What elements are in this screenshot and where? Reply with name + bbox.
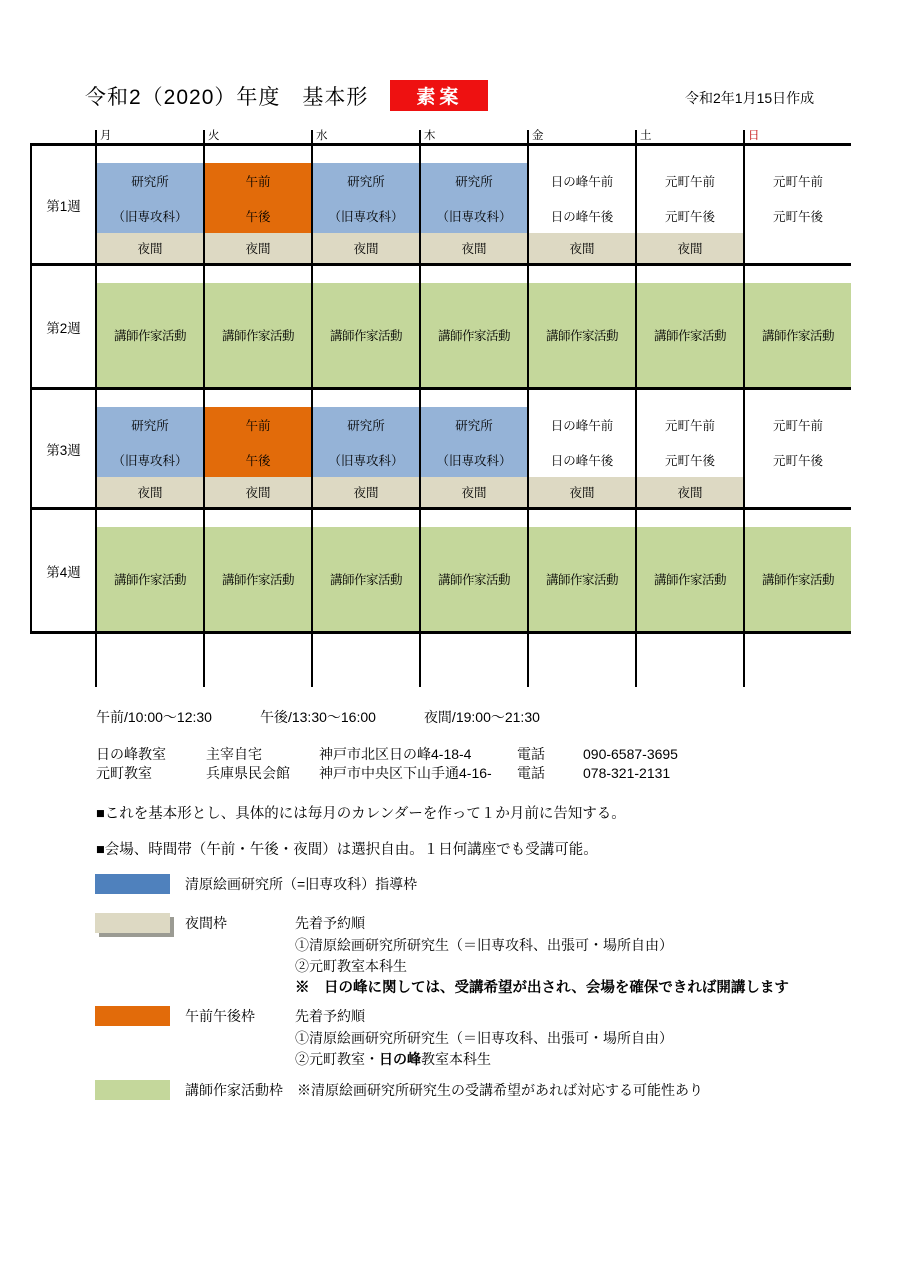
cell-line: 元町午後	[664, 453, 715, 468]
venue-address: 神戸市中央区下山手通4-16-	[319, 764, 492, 781]
draft-badge: 素案	[390, 80, 488, 111]
day-cell	[95, 266, 203, 387]
day-cell	[203, 390, 311, 507]
time-slot-morning: 午前/10:00～12:30	[96, 709, 212, 725]
cell-top-gap	[745, 146, 851, 163]
cell-top-gap	[205, 266, 311, 283]
cell-night: 夜間	[529, 477, 635, 507]
legend-activity-swatch	[95, 1080, 170, 1100]
cell-main	[637, 163, 743, 233]
cell-line: （旧専攻科）	[436, 209, 512, 224]
day-cell	[419, 390, 527, 507]
header-day: 日	[743, 130, 851, 143]
cell-night: 夜間	[205, 477, 311, 507]
cell-main	[97, 163, 203, 233]
day-cell	[203, 146, 311, 263]
header-day: 月	[95, 130, 203, 143]
week-row	[30, 510, 851, 634]
cell-line: 研究所	[455, 174, 493, 189]
cell-line: 午後	[245, 453, 271, 468]
cell-main	[313, 163, 419, 233]
time-slots	[96, 707, 588, 727]
cell-top-gap	[529, 266, 635, 283]
venue-tel: 090-6587-3695	[583, 746, 678, 762]
cell-top-gap	[421, 510, 527, 527]
venue-name: 元町教室	[96, 764, 152, 781]
trailing-cell	[743, 634, 851, 687]
header-day: 木	[419, 130, 527, 143]
day-cell	[419, 146, 527, 263]
cell-activity: 講師作家活動	[97, 527, 203, 631]
legend-night-swatch	[95, 913, 170, 933]
week-label: 第4週	[30, 510, 95, 631]
day-cell	[311, 510, 419, 631]
legend-night-note: ※ 日の峰に関しては、受講希望が出され、会場を確保できれば開講します	[295, 979, 789, 996]
cell-top-gap	[313, 390, 419, 407]
day-cell	[527, 146, 635, 263]
cell-main	[205, 407, 311, 477]
week-row	[30, 390, 851, 510]
cell-line: （旧専攻科）	[112, 209, 188, 224]
legend-night-row	[95, 913, 789, 999]
cell-activity: 講師作家活動	[745, 527, 851, 631]
trailing-cell	[635, 634, 743, 687]
cell-night: 夜間	[205, 233, 311, 263]
cell-line: 研究所	[347, 418, 385, 433]
time-slot-evening: 夜間/19:00～21:30	[423, 709, 540, 725]
cell-activity: 講師作家活動	[313, 527, 419, 631]
cell-line: （旧専攻科）	[436, 453, 512, 468]
cell-activity: 講師作家活動	[421, 283, 527, 387]
cell-activity: 講師作家活動	[637, 283, 743, 387]
document-header	[85, 80, 488, 111]
cell-line: 元町午後	[772, 209, 823, 224]
cell-top-gap	[637, 510, 743, 527]
day-cell	[311, 146, 419, 263]
cell-top-gap	[745, 390, 851, 407]
trailing-cell	[419, 634, 527, 687]
trailing-cell	[203, 634, 311, 687]
cell-activity: 講師作家活動	[529, 527, 635, 631]
cell-activity: 講師作家活動	[421, 527, 527, 631]
day-cell	[95, 146, 203, 263]
cell-top-gap	[97, 510, 203, 527]
cell-main	[97, 407, 203, 477]
cell-top-gap	[97, 266, 203, 283]
cell-night: 夜間	[97, 477, 203, 507]
week-label: 第1週	[30, 146, 95, 263]
cell-top-gap	[637, 266, 743, 283]
cell-line: 元町午後	[772, 453, 823, 468]
legend-night-item: ①清原絵画研究所研究生（＝旧専攻科、出張可・場所自由）	[295, 936, 673, 953]
legend-activity-row	[95, 1080, 703, 1100]
legend-night-item: ②元町教室本科生	[295, 958, 407, 974]
cell-line: 日の峰午後	[550, 209, 614, 224]
day-cell	[743, 146, 851, 263]
cell-top-gap	[529, 390, 635, 407]
cell-main	[745, 407, 851, 477]
cell-main	[205, 163, 311, 233]
day-cell	[527, 390, 635, 507]
cell-line: 研究所	[131, 418, 169, 433]
day-cell	[527, 510, 635, 631]
cell-top-gap	[421, 266, 527, 283]
cell-night	[745, 233, 851, 263]
venue-tel: 078-321-2131	[583, 764, 671, 781]
cell-top-gap	[97, 390, 203, 407]
venue-name: 日の峰教室	[96, 746, 166, 762]
trailing-row	[30, 634, 851, 687]
venue-place: 兵庫県民会館	[206, 764, 290, 781]
day-cell	[527, 266, 635, 387]
header-day: 火	[203, 130, 311, 143]
cell-line: 研究所	[455, 418, 493, 433]
cell-main	[421, 407, 527, 477]
cell-line: 元町午前	[772, 418, 823, 433]
cell-night: 夜間	[529, 233, 635, 263]
day-cell	[743, 510, 851, 631]
venue-address: 神戸市北区日の峰4-18-4	[319, 746, 472, 762]
cell-top-gap	[205, 390, 311, 407]
cell-top-gap	[97, 146, 203, 163]
week-label: 第3週	[30, 390, 95, 507]
week-row	[30, 266, 851, 390]
header-day: 金	[527, 130, 635, 143]
page-title: 令和2（2020）年度 基本形	[85, 85, 369, 109]
day-cell	[95, 390, 203, 507]
trailing-label	[30, 634, 95, 687]
cell-night: 夜間	[637, 477, 743, 507]
legend-daytime-label: 午前午後枠	[185, 1008, 255, 1024]
legend-research-swatch	[95, 874, 170, 894]
cell-top-gap	[745, 266, 851, 283]
cell-line: 日の峰午前	[550, 174, 614, 189]
cell-top-gap	[313, 510, 419, 527]
legend-research-row	[95, 874, 417, 894]
schedule-table	[30, 130, 851, 687]
schedule-header-row	[30, 130, 851, 146]
venue-table	[96, 745, 678, 782]
legend-daytime-item: ①清原絵画研究所研究生（＝旧専攻科、出張可・場所自由）	[295, 1029, 673, 1046]
cell-top-gap	[421, 390, 527, 407]
cell-top-gap	[637, 390, 743, 407]
trailing-cell	[95, 634, 203, 687]
cell-activity: 講師作家活動	[745, 283, 851, 387]
legend-night-priority: 先着予約順	[295, 915, 365, 931]
cell-main	[529, 163, 635, 233]
legend-activity-label: 講師作家活動枠	[185, 1082, 283, 1098]
cell-line: 元町午後	[664, 209, 715, 224]
cell-line: 午前	[245, 418, 271, 433]
day-cell	[419, 266, 527, 387]
legend-daytime-priority: 先着予約順	[295, 1008, 365, 1024]
cell-line: 研究所	[131, 174, 169, 189]
cell-activity: 講師作家活動	[205, 283, 311, 387]
created-date: 令和2年1月15日作成	[685, 90, 815, 106]
header-label-spacer	[30, 130, 95, 143]
note-basic-form: ■これを基本形とし、具体的には毎月のカレンダーを作って１か月前に告知する。	[96, 806, 626, 822]
header-day: 水	[311, 130, 419, 143]
day-cell	[419, 510, 527, 631]
legend-daytime-desc	[295, 1006, 673, 1071]
header-day: 土	[635, 130, 743, 143]
day-cell	[743, 266, 851, 387]
cell-activity: 講師作家活動	[529, 283, 635, 387]
day-cell	[635, 146, 743, 263]
cell-night: 夜間	[421, 233, 527, 263]
cell-activity: 講師作家活動	[637, 527, 743, 631]
day-cell	[311, 266, 419, 387]
day-cell	[635, 390, 743, 507]
cell-activity: 講師作家活動	[97, 283, 203, 387]
venue-place: 主宰自宅	[206, 746, 262, 762]
cell-main	[637, 407, 743, 477]
cell-line: （旧専攻科）	[328, 453, 404, 468]
legend-research-label: 清原絵画研究所（=旧専攻科）指導枠	[185, 876, 418, 892]
cell-line: 午前	[245, 174, 271, 189]
cell-top-gap	[421, 146, 527, 163]
cell-night: 夜間	[313, 233, 419, 263]
trailing-cell	[311, 634, 419, 687]
cell-top-gap	[745, 510, 851, 527]
cell-line: 元町午前	[664, 174, 715, 189]
cell-night: 夜間	[637, 233, 743, 263]
week-label: 第2週	[30, 266, 95, 387]
time-slot-afternoon: 午後/13:30～16:00	[259, 709, 376, 725]
cell-night: 夜間	[313, 477, 419, 507]
cell-top-gap	[205, 510, 311, 527]
cell-line: 午後	[245, 209, 271, 224]
day-cell	[311, 390, 419, 507]
legend-daytime-item: ②元町教室・日の峰教室本科生	[295, 1051, 491, 1067]
venue-tel-label: 電話	[517, 746, 545, 762]
venue-tel-label: 電話	[517, 764, 545, 781]
cell-top-gap	[529, 146, 635, 163]
cell-main	[529, 407, 635, 477]
cell-night: 夜間	[97, 233, 203, 263]
legend-activity-note: ※清原絵画研究所研究生の受講希望があれば対応する可能性あり	[297, 1082, 703, 1098]
cell-night	[745, 477, 851, 507]
cell-line: 日の峰午後	[550, 453, 614, 468]
cell-top-gap	[637, 146, 743, 163]
legend-daytime-swatch	[95, 1006, 170, 1026]
cell-activity: 講師作家活動	[205, 527, 311, 631]
cell-main	[421, 163, 527, 233]
cell-main	[313, 407, 419, 477]
week-row	[30, 146, 851, 266]
day-cell	[635, 510, 743, 631]
legend-daytime-row	[95, 1006, 673, 1071]
day-cell	[95, 510, 203, 631]
day-cell	[635, 266, 743, 387]
legend-night-label: 夜間枠	[185, 915, 227, 931]
day-cell	[203, 266, 311, 387]
cell-top-gap	[205, 146, 311, 163]
cell-main	[745, 163, 851, 233]
cell-activity: 講師作家活動	[313, 283, 419, 387]
cell-line: 元町午前	[772, 174, 823, 189]
cell-line: （旧専攻科）	[328, 209, 404, 224]
cell-line: 日の峰午前	[550, 418, 614, 433]
note-free-choice: ■会場、時間帯（午前・午後・夜間）は選択自由。１日何講座でも受講可能。	[96, 842, 598, 858]
cell-line: （旧専攻科）	[112, 453, 188, 468]
cell-top-gap	[529, 510, 635, 527]
cell-top-gap	[313, 146, 419, 163]
legend-night-desc	[295, 913, 789, 999]
cell-top-gap	[313, 266, 419, 283]
cell-night: 夜間	[421, 477, 527, 507]
cell-line: 元町午前	[664, 418, 715, 433]
day-cell	[203, 510, 311, 631]
trailing-cell	[527, 634, 635, 687]
day-cell	[743, 390, 851, 507]
cell-line: 研究所	[347, 174, 385, 189]
